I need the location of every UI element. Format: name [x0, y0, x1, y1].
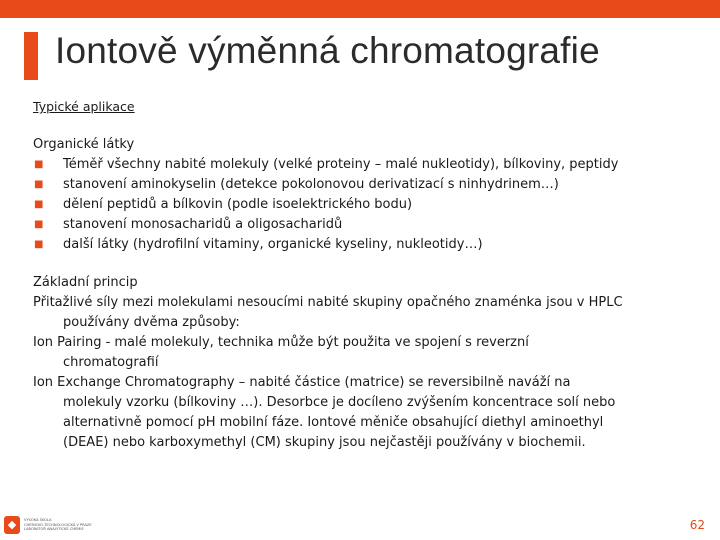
bullet-icon: ■ [34, 199, 44, 210]
list-item: ■ stanovení aminokyselin (detekce pokolonovou derivatizací s ninhydrinem…) [33, 175, 713, 195]
principle-text-cont: používány dvěma způsoby: [63, 315, 240, 330]
ion-exchange-line-2: molekuly vzorku (bílkoviny …). Desorbce je docíleno zvýšením koncentrace solí nebo [63, 395, 616, 410]
ion-exchange-line-3: alternativně pomocí pH mobilní fáze. Iontové měniče obsahující diethyl aminoethyl [63, 415, 604, 430]
logo-text: VYSOKÁ ŠKOLA CHEMICKO-TECHNOLOGICKÁ V PRAZE LABORATOŘ ANALYTICKÉ CHEMIE [24, 518, 92, 532]
section-subtitle: Typické aplikace [33, 99, 135, 114]
list-item: ■ další látky (hydrofilní vitaminy, organické kyseliny, nukleotidy…) [33, 235, 713, 255]
ion-exchange-line-4: (DEAE) nebo karboxymethyl (CM) skupiny jsou nejčastěji používány v biochemii. [63, 435, 586, 450]
bullet-icon: ■ [34, 239, 44, 250]
slide-title: Iontově výměnná chromatografie [55, 30, 600, 71]
top-accent-bar [0, 0, 720, 18]
bullet-icon: ■ [34, 179, 44, 190]
bullet-icon: ■ [34, 159, 44, 170]
list-item: ■ Téměř všechny nabité molekuly (velké proteiny – malé nukleotidy), bílkoviny, peptidy [33, 155, 713, 175]
principle-text: Přitažlivé síly mezi molekulami nesoucími nabité skupiny opačného znaménka jsou v HPLC [33, 295, 623, 310]
ion-exchange-line-1: Ion Exchange Chromatography – nabité částice (matrice) se reversibilně naváží na [33, 375, 571, 390]
list-item: ■ dělení peptidů a bílkovin (podle isoelektrického bodu) [33, 195, 713, 215]
university-logo [4, 516, 124, 536]
title-accent-block [24, 32, 38, 80]
logo-icon: ◆ [4, 516, 20, 534]
bullet-list [33, 155, 713, 255]
organic-heading: Organické látky [33, 137, 135, 152]
page-number: 62 [689, 518, 705, 532]
ion-pairing-line-2: chromatografií [63, 355, 159, 370]
list-item: ■ stanovení monosacharidů a oligosacharidů [33, 215, 713, 235]
slide-content [33, 97, 713, 453]
principle-heading: Základní princip [33, 275, 138, 290]
bullet-icon: ■ [34, 219, 44, 230]
ion-pairing-line-1: Ion Pairing - malé molekuly, technika může být použita ve spojení s reverzní [33, 335, 529, 350]
